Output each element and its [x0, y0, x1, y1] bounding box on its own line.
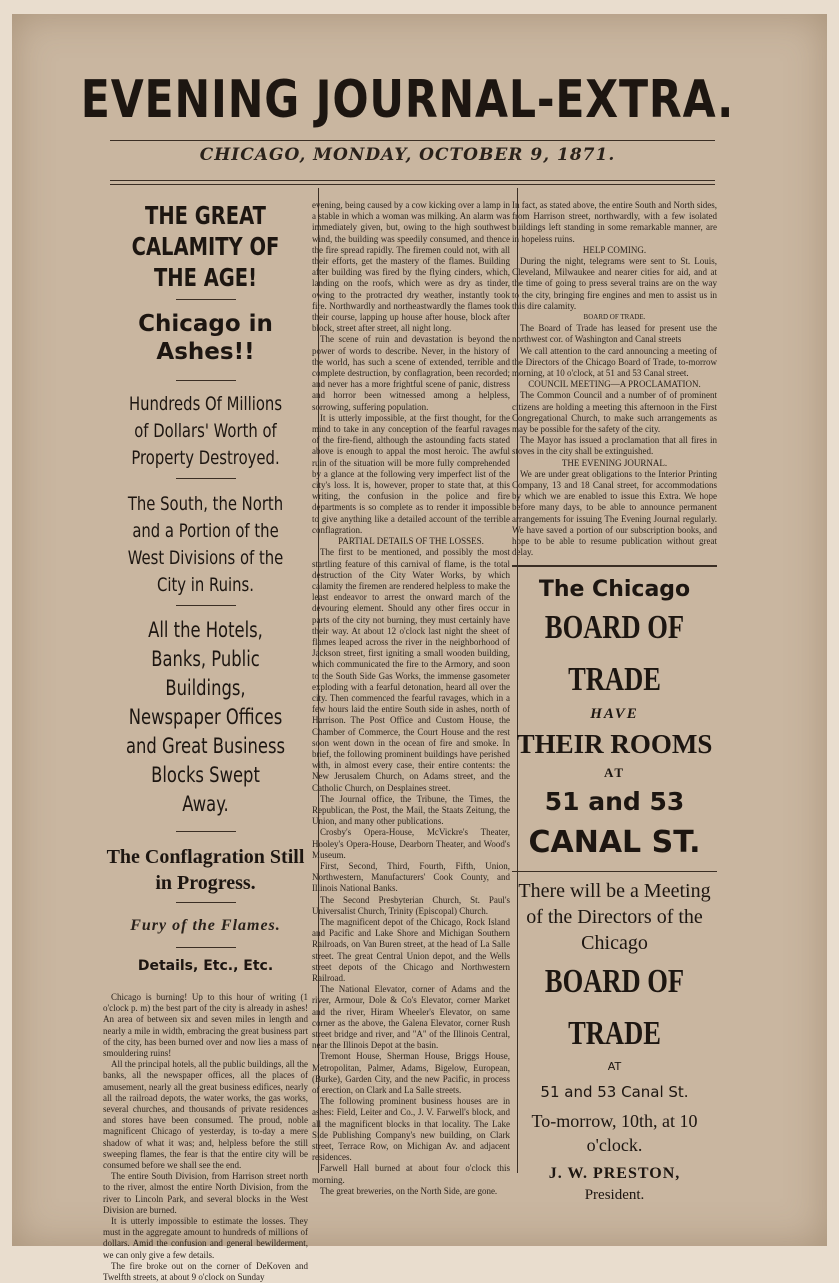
dateline-rule-double [110, 184, 715, 185]
article-paragraph: During the night, telegrams were sent to St. Louis, Cleveland, Milwaukee and nearer cities for aid, and at the time of going to press several trains are on the way to the city, bringing fire engines and men to assist us in this dire calamity. [512, 256, 717, 311]
article-paragraph: In fact, as stated above, the entire South and North sides, from Harrison street, northwardly, with a few isolated buildings left standing in some remarkable manner, are in hopeless ruins. [512, 200, 717, 244]
dateline-rule [110, 180, 715, 181]
ad-address-number: 51 and 53 [544, 786, 685, 816]
masthead-title: EVENING JOURNAL-EXTRA. [80, 70, 735, 130]
masthead-rule [110, 140, 715, 141]
article-paragraph: Chicago is burning! Up to this hour of writing (1 o'clock p. m) the best part of the city is already in ashes! An area of between six and seven miles in length and nearly a mile in width, embracing the great business part of the city, has been burned over and now lies a mass of smouldering ruins! [103, 992, 308, 1059]
ad-time: To-morrow, 10th, at 10 o'clock. [531, 1110, 698, 1155]
dateline: CHICAGO, MONDAY, OCTOBER 9, 1871. [199, 145, 616, 165]
article-paragraph: It is utterly impossible to estimate the losses. They must in the aggregate amount to hundreds of millions of dollars. Amid the confusion and general bewilderment, we can only give a few details. [103, 1216, 308, 1260]
article-paragraph: The Second Presbyterian Church, St. Paul's Universalist Church, Trinity (Episcopal) Church. [312, 894, 510, 916]
article-paragraph: The National Elevator, corner of Adams and the river, Armour, Dole & Co's Elevator, corner Market and the river, Hiram Wheeler's Elevator, on same corner as the above, the Galena Elevator, corner Rush street bridge and river, and "A" of the Illinois Central, near the Illinois Depot at the basin. [312, 984, 510, 1051]
section-heading: PARTIAL DETAILS OF THE LOSSES. [338, 536, 484, 547]
article-paragraph: All the principal hotels, all the public buildings, all the banks, all the newspaper offices, all the places of amusement, nearly all the great business edifices, nearly all the railroad depots, the water works, the gas works, several churches, and thousands of private residences and stores have been consumed. The proud, noble magnificent Chicago of yesterday, is to-day a mere shadow of what it was; and, helpless before the still sweeping flames, the fear is that the entire city will be consumed before we shall see the end. [103, 1059, 308, 1171]
column-left [103, 190, 308, 1283]
headline-divisions: The South, the North and a Portion of the West Divisions of the City in Ruins. [127, 493, 284, 596]
article-paragraph: The first to be mentioned, and possibly the most startling feature of this carnival of flame, is the total destruction of the City Water Works, by which calamity the firemen are rendered helpless to make the least endeavor to arrest the onward march of the devouring element. Should any other fires occur in parts of the city not burning, they must certainly have their way. At about 12 o'clock last night the sheet of flames leaped across the river in the neighborhood of Jackson street, first igniting a small wooden building, which communicated the fire to the Armory, and soon to the South Side Gas Works, the immense gasometer exploding with a fearful detonation, heard all over the city. Then commenced the fearful ravages, which in a few hours laid the entire South side in ashes, north of Harrison. The Post Office and Custom House, the Chamber of Commerce, the Court House and the rest soon went down in the ocean of fire and smoke. In brief, the following prominent buildings have perished with, in almost every case, their entire contents: the New Jerusalem Church, on Adams street, and the Catholic Church, on Desplaines street. [312, 547, 510, 793]
ad-canal-st: CANAL ST. [528, 824, 701, 860]
section-heading: THE EVENING JOURNAL. [561, 457, 668, 468]
headline-calamity: THE GREAT CALAMITY OF THE AGE! [131, 201, 280, 292]
headline-fury: Fury of the Flames. [130, 917, 281, 934]
section-heading: BOARD OF TRADE. [583, 313, 646, 322]
article-paragraph: Farwell Hall burned at about four o'clock this morning. [312, 1163, 510, 1185]
divider [176, 380, 236, 381]
divider [176, 831, 236, 832]
article-paragraph: evening, being caused by a cow kicking over a lamp in a stable in which a woman was milking. An alarm was immediately given, but, owing to the high southwest wind, the building was speedily consumed, and thence the fire spread rapidly. The firemen could not, with all their efforts, get the mastery of the flames. Building after building was fired by the flying cinders, which, landing on the roofs, which were as dry as tinder, owing to the protracted dry weather, instantly took fire. Northwardly and northeastwardly the flames took their course, lapping up house after house, block after block, street after street, all night long. [312, 200, 510, 334]
divider [176, 299, 236, 300]
section-heading: HELP COMING. [582, 244, 647, 255]
ad-at: AT [603, 764, 626, 780]
headline-buildings: All the Hotels, Banks, Public Buildings, Newspaper Offices and Great Business Blocks Swept Away. [125, 618, 286, 816]
article-paragraph: The Journal office, the Tribune, the Times, the Republican, the Post, the Mail, the Staats Zeitung, the Union, and many other publications. [312, 793, 510, 827]
ad-board-of-trade: BOARD OF TRADE [544, 608, 685, 698]
ad-their-rooms: THEIR ROOMS [516, 728, 713, 759]
divider [176, 902, 236, 903]
headline-property: Hundreds Of Millions of Dollars' Worth of Property Destroyed. [128, 393, 283, 469]
article-paragraph: We are under great obligations to the Interior Printing Company, 13 and 18 Canal street, for accommodations by which we are enabled to issue this Extra. We hope before many days, to be able to announce permanent arrangements for issuing The Evening Journal regularly. We have saved a portion of our subscription books, and hope to be able to resume publication without great delay. [512, 468, 717, 558]
ad-signatory: J. W. PRESTON, [548, 1164, 681, 1182]
ad-meeting-notice: There will be a Meeting of the Directors of the Chicago [518, 879, 711, 954]
article-paragraph: The fire broke out on the corner of DeKoven and Twelfth streets, at about 9 o'clock on Sunday [103, 1260, 308, 1283]
divider [176, 605, 236, 606]
article-paragraph: Tremont House, Sherman House, Briggs House, Metropolitan, Palmer, Adams, Bigelow, European, (Burke), Garden City, and the new Pacific, in process of erection, on Clark and La Salle streets. [312, 1051, 510, 1096]
article-paragraph: The following prominent business houses are in ashes: Field, Leiter and Co., J. V. Farwell's block, and all the magnificent blocks in that locality. The Lake Side Publishing Company's new building, on Clark street, Terrace Row, on Michigan Av. and adjacent residences. [312, 1096, 510, 1163]
ad-have: HAVE [590, 705, 639, 722]
advertisement-rule [512, 871, 717, 872]
article-paragraph: The Common Council and a number of of prominent citizens are holding a meeting this afternoon in the First Congregational Church, to make such arrangements as may be possible for the safety of the city. [512, 390, 717, 435]
ad-at-2: AT [607, 1059, 622, 1073]
headline-conflagration: The Conflagration Still in Progress. [106, 846, 305, 894]
column-middle [312, 200, 510, 1197]
divider [176, 947, 236, 948]
advertisement-rule [512, 565, 717, 567]
headline-ashes: Chicago in Ashes!! [138, 311, 273, 365]
article-paragraph: We call attention to the card announcing a meeting of the Directors of the Chicago Board of Trade, to-morrow morning, at 10 o'clock, at 51 and 53 Canal street. [512, 345, 717, 379]
article-paragraph: It is utterly impossible, at the first thought, for the mind to take in any conception of the fearful ravages of the fire-fiend, although the astounding facts stated above is enough to appal the most heroic. The awful ruin of the situation will be more fully comprehended by a glance at the following very imperfect list of the city's loss. It is, however, proper to state that, at this writing, the confusion in the police and fire departments is so complete as to render it impossible to give anything like a detailed account of the terrible conflagration. [312, 412, 510, 535]
headline-details: Details, Etc., Etc. [137, 958, 274, 974]
article-paragraph: The Board of Trade has leased for present use the northwest cor. of Washington and Canal streets [512, 323, 717, 345]
ad-the-chicago: The Chicago [538, 576, 691, 602]
article-paragraph: Crosby's Opera-House, McVickre's Theater, Hooley's Opera-House, Dearborn Theater, and Wood's Museum. [312, 827, 510, 860]
article-paragraph: The Mayor has issued a proclamation that all fires in stoves in the city shall be extinguished. [512, 435, 717, 457]
ad-title: President. [584, 1186, 645, 1203]
article-paragraph: The great breweries, on the North Side, are gone. [320, 1185, 498, 1196]
section-heading: COUNCIL MEETING—A PROCLAMATION. [528, 379, 701, 390]
article-paragraph: The entire South Division, from Harrison street north to the river, almost the entire North Division, from the river to Lincoln Park, and several blocks in the West Division are burned. [103, 1171, 308, 1215]
column-right [512, 200, 717, 1204]
article-paragraph: First, Second, Third, Fourth, Fifth, Union, Northwestern, Manufacturers' Cook County, and Illinois National Banks. [312, 860, 510, 894]
ad-board-of-trade-2: BOARD OF TRADE [544, 962, 685, 1052]
ad-address: 51 and 53 Canal St. [540, 1082, 689, 1101]
article-paragraph: The scene of ruin and devastation is beyond the power of words to describe. Never, in the history of the world, has such a scene of extended, terrible and complete destruction, by conflagration, been recorded; and never has a more frightful scene of panic, distress and horror been witnessed among a helpless, sorrowing, suffering population. [312, 334, 510, 412]
article-paragraph: The magnificent depot of the Chicago, Rock Island and Pacific and Lake Shore and Michigan Southern Railroads, on Van Buren street, at the head of La Salle street. The great Central Union depot, and the Wells street depots of the Chicago and Northwestern Railroad. [312, 917, 510, 984]
divider [176, 478, 236, 479]
